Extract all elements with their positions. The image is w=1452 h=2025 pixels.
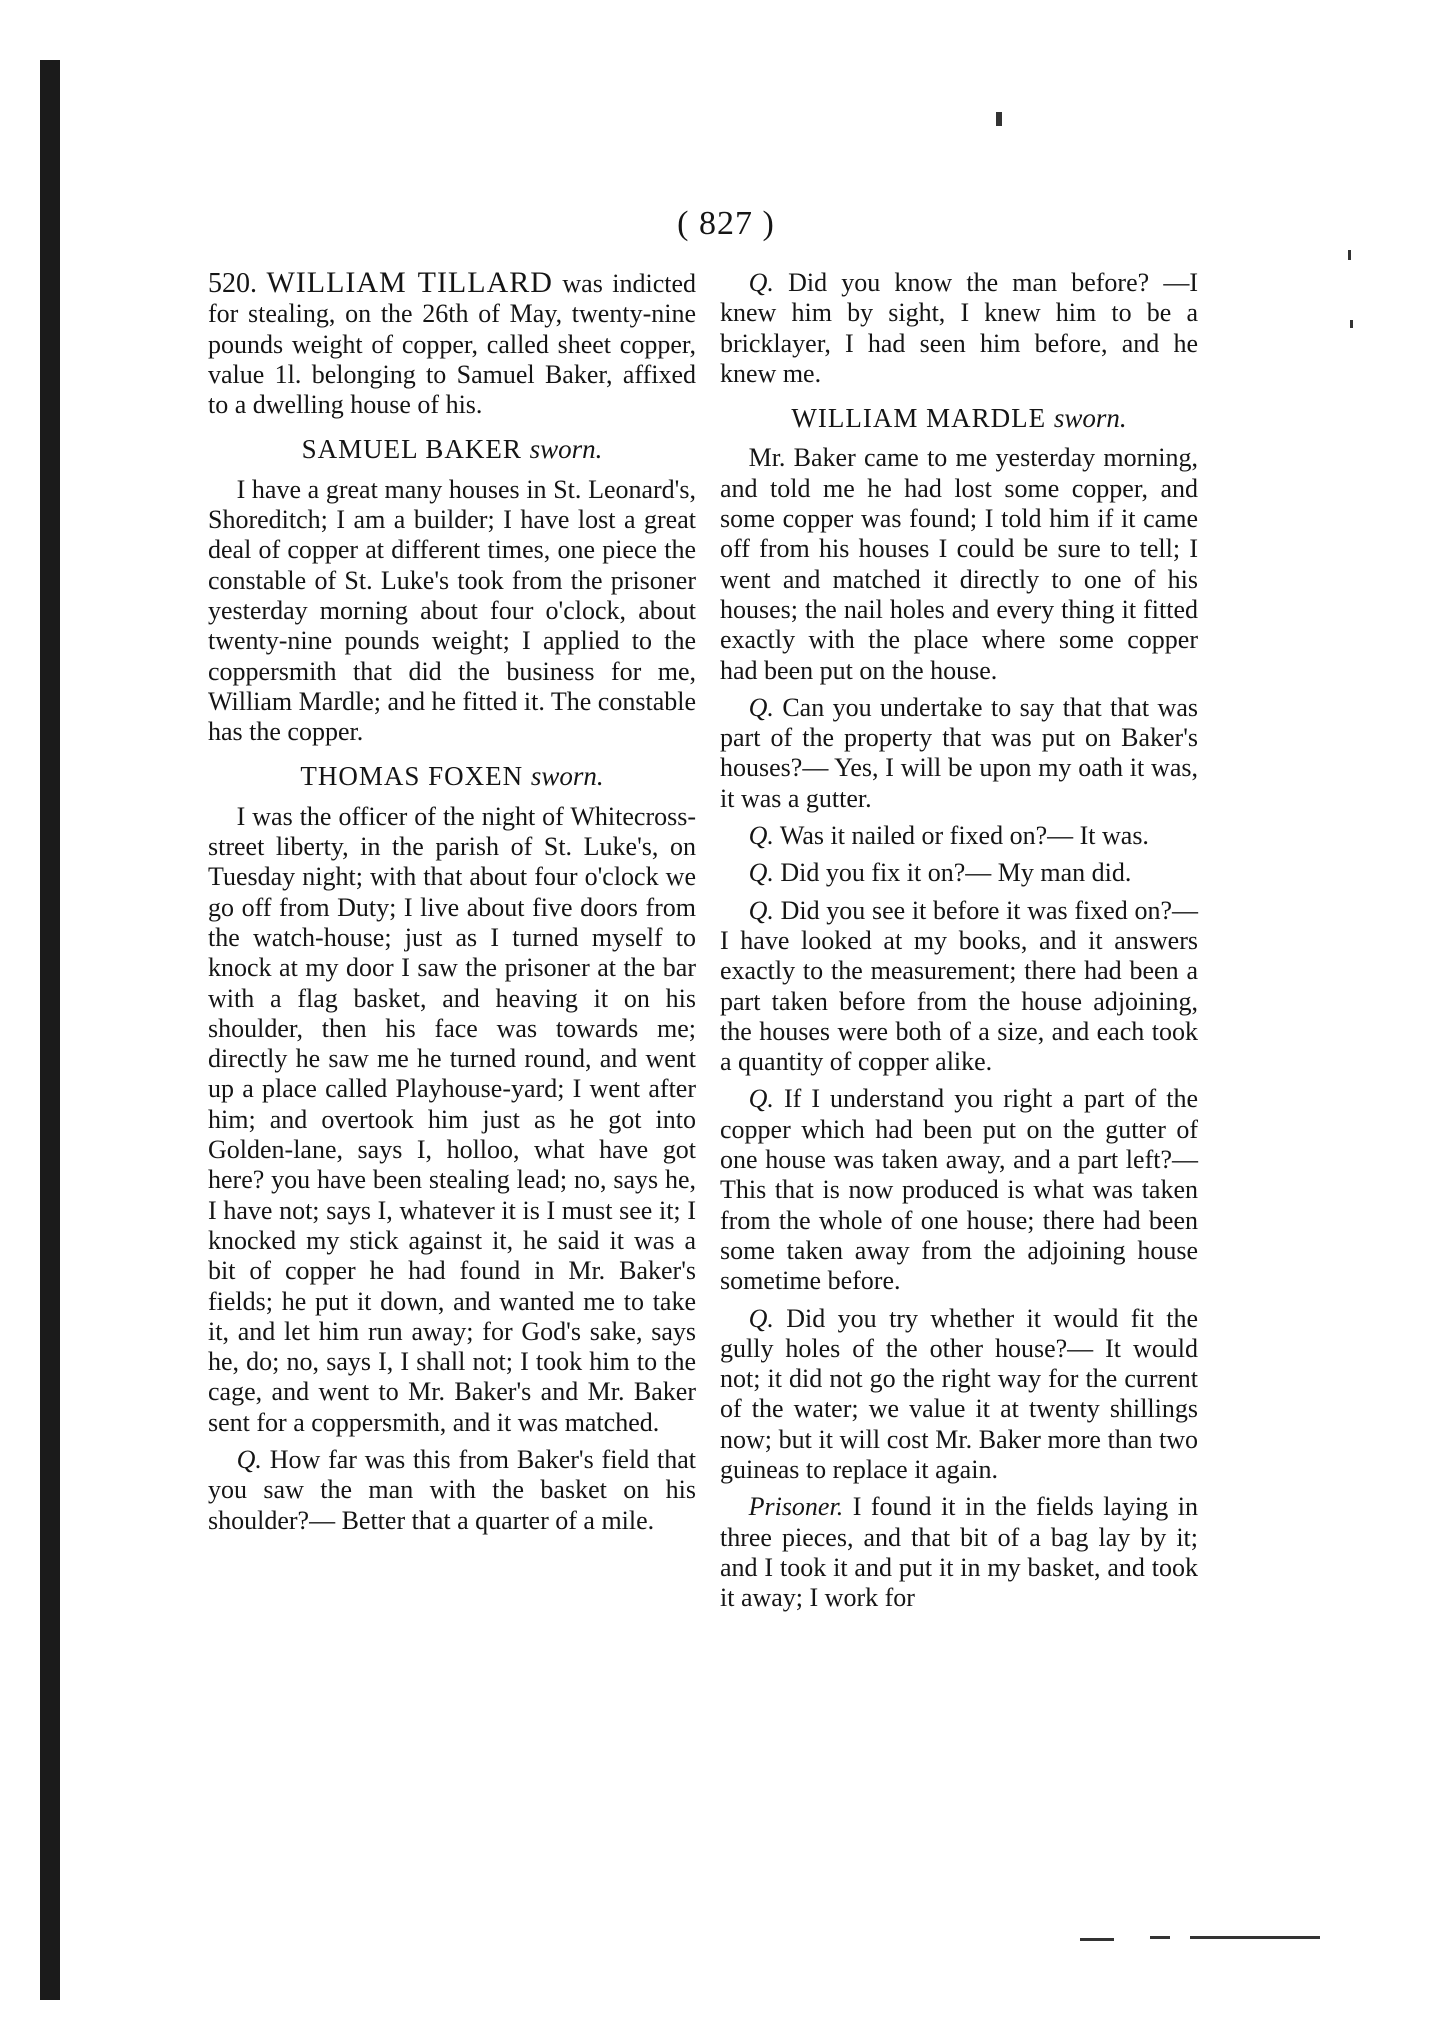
question-label: Q. [748,268,774,297]
question-paragraph [720,268,1198,389]
prisoner-text: I found it in the fields laying in three pieces, and that bit of a bag lay by it; and I took it and put it in my basket, and took it away; I work for [720,1492,1199,1613]
witness-heading [208,434,696,464]
witness-name: WILLIAM MARDLE [791,403,1047,434]
question-label: Q. [236,1444,262,1474]
question-paragraph [720,896,1198,1078]
scan-speck [1190,1936,1320,1939]
question-paragraph [720,693,1198,814]
question-label: Q. [748,692,774,722]
sworn-label: sworn. [530,761,604,792]
question-text: How far was this from Baker's field that you saw the man with the basket on his shoulder?— Better that a quarter of a mile. [208,1444,697,1535]
question-text: If I understand you right a part of the copper which had been put on the gutter of one house was taken away, and a part left?— This that is now produced is what was taken from the whole of one house; there had been some taken away from the adjoining house sometime before. [720,1084,1199,1296]
question-text: Did you fix it on?— My man did. [780,858,1132,888]
scan-speck [1348,250,1351,260]
witness-heading [720,403,1198,433]
question-paragraph [720,821,1198,851]
question-label: Q. [748,858,774,888]
witness-name: THOMAS FOXEN [300,761,524,792]
witness-name: SAMUEL BAKER [301,434,522,465]
question-label: Q. [748,1084,774,1114]
question-label: Q. [748,821,774,851]
scan-speck [996,112,1002,126]
testimony-paragraph: Mr. Baker came to me yesterday morning, and told me he had lost some copper, and some copper was found; I told him if it came off from his houses I could be sure to tell; I went and matched it directly to one of his houses; the nail holes and every thing it fitted exactly with the place where some copper had been put on the house. [720,443,1198,685]
left-column [208,268,696,1543]
indictment-paragraph [208,268,696,420]
question-label: Q. [748,895,774,925]
question-paragraph [720,858,1198,888]
question-text: Was it nailed or fixed on?— It was. [779,821,1149,851]
sworn-label: sworn. [1053,403,1127,434]
sworn-label: sworn. [529,434,603,465]
scan-speck [1150,1936,1170,1939]
right-column [720,268,1198,1620]
question-paragraph [208,1445,696,1536]
witness-heading [208,761,696,791]
testimony-paragraph: I was the officer of the night of Whitecross-street liberty, in the parish of St. Luke's, on Tuesday night; with that about four o'clock we go off from Duty; I live about five doors from the watch-house; just as I turned myself to knock at my door I saw the prisoner at the bar with a flag basket, and heaving it on his shoulder, then his face was towards me; directly he saw me he turned round, and went up a place called Playhouse-yard; I went after him; and overtook him just as he got into Golden-lane, says I, holloo, what have got here? you have been stealing lead; no, says he, I have not; says I, whatever it is I must see it; I knocked my stick against it, he said it was a bit of copper he had found in Mr. Baker's fields; he put it down, and wanted me to take it, and let him run away; for God's sake, says he, do; no, says I, I shall not; I took him to the cage, and went to Mr. Baker's and Mr. Baker sent for a coppersmith, and it was matched. [208,801,696,1437]
question-text: Did you try whether it would fit the gully holes of the other house?— It would not; it did not go the right way for the current of the water; we value it at twenty shillings now; but it will cost Mr. Baker more than two guineas to replace it again. [720,1303,1199,1484]
testimony-paragraph: I have a great many houses in St. Leonard's, Shoreditch; I am a builder; I have lost a great deal of copper at different times, one piece the constable of St. Luke's took from the prisoner yesterday morning about four o'clock, about twenty-nine pounds weight; I applied to the coppersmith that did the business for me, William Mardle; and he fitted it. The constable has the copper. [208,474,696,747]
scan-edge-shadow [40,60,60,2000]
question-label: Q. [748,1303,774,1333]
question-text: Did you see it before it was fixed on?— I have looked at my books, and it answers exactly to the measurement; there had been a part taken before from the house adjoining, the houses were both of a size, and each took a quantity of copper alike. [720,895,1199,1077]
prisoner-label: Prisoner. [748,1492,844,1522]
scan-speck [1080,1938,1114,1941]
scan-speck [1350,320,1353,328]
question-paragraph [720,1084,1198,1296]
indictment-text: was indicted for stealing, on the 26th of May, twenty-nine pounds weight of copper, called sheet copper, value 1l. belonging to Samuel Baker, affixed to a dwelling house of his. [208,269,696,420]
question-text: Can you undertake to say that that was part of the property that was put on Baker's houses?— Yes, I will be upon my oath it was, it was a gutter. [720,692,1198,813]
prisoner-statement [720,1492,1198,1613]
page-number: ( 827 ) [677,205,775,242]
case-number: 520. [208,268,257,299]
question-text: Did you know the man before? —I knew him by sight, I knew him to be a bricklayer, I had seen him before, and he knew me. [720,268,1199,388]
question-paragraph [720,1304,1198,1486]
defendant-name: WILLIAM TILLARD [266,266,553,299]
